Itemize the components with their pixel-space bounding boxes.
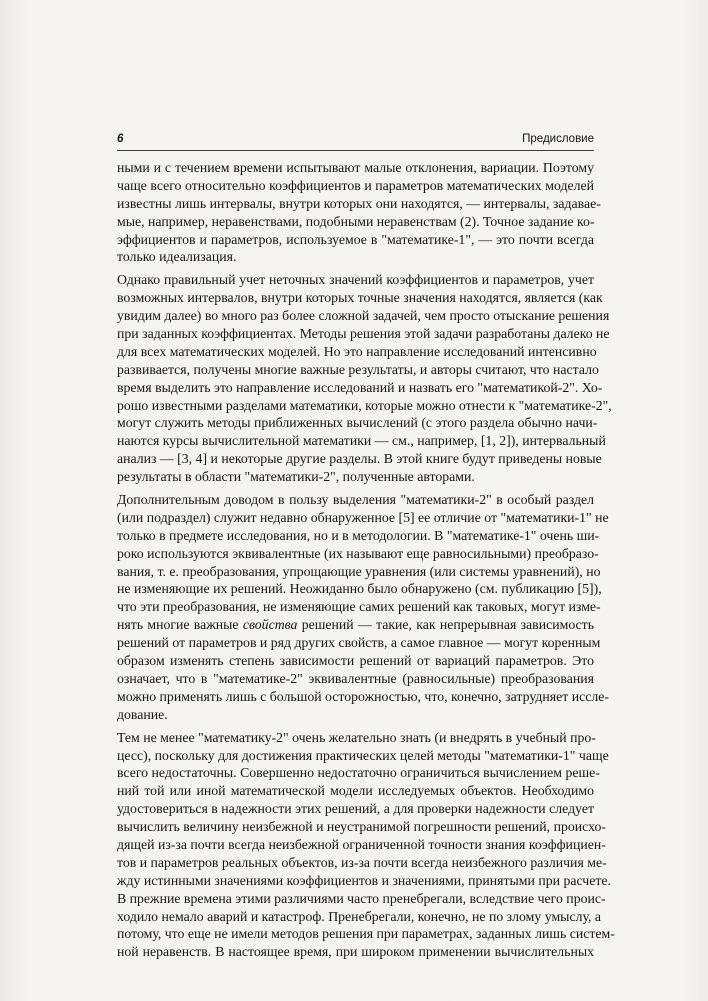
text-line: при заданных коэффициентах. Методы решения этой задачи разработаны далеко не	[117, 326, 610, 342]
text-line: известны лишь интервалы, внутри которых они находятся, — интервалы, задавае-	[117, 195, 601, 211]
text-line: цесс), поскольку для достижения практических целей методы "математики-1" чаще	[117, 747, 609, 763]
paragraph-4	[117, 729, 615, 962]
paragraph-2	[117, 271, 612, 486]
text-line: могут служить методы приближенных вычислений (с этого раздела обычно начи-	[117, 415, 598, 431]
text-line: В прежние времена этими различиями часто пренебрегали, вследствие чего проис-	[117, 890, 606, 906]
text-line-with-emphasis	[117, 616, 594, 634]
text-line: для всех математических моделей. Но это направление исследований интенсивно	[117, 343, 597, 359]
text-line: не изменяющие их решений. Неожиданно было обнаружено (см. публикацию [5]),	[117, 581, 602, 597]
text-line: вания, т. е. преобразования, упрощающие уравнения (или системы уравнений), но	[117, 563, 601, 579]
text-line: Однако правильный учет неточных значений коэффициентов и параметров, учет	[117, 272, 594, 288]
text-line: потому, что еще не имели методов решения при параметрах, заданных лишь систем-	[117, 926, 615, 942]
text-line: ной неравенств. В настоящее время, при широком применении вычислительных	[117, 944, 594, 960]
text-line: вычислить величину неизбежной и неустранимой погрешности решений, происхо-	[117, 819, 606, 835]
text-line: Дополнительным доводом в пользу выделения "математики-2" в особый раздел	[117, 492, 594, 508]
paragraph-3	[117, 491, 609, 724]
text-line: ний той или иной математической модели исследуемых объектов. Необходимо	[117, 783, 594, 799]
paragraph-1	[117, 159, 601, 266]
text-line: развивается, получены многие важные результаты, и авторы считают, что настало	[117, 361, 599, 377]
text-line: дящей из-за почти всегда неизбежной ограниченной точности знания коэффициен-	[117, 836, 606, 852]
text-line: Тем не менее "математику-2" очень желательно знать (и внедрять в учебный про-	[117, 729, 596, 745]
section-title: Предисловие	[522, 133, 594, 145]
text-line: рошо известными разделами математики, которые можно отнести к "математике-2",	[117, 397, 612, 413]
text-line: результаты в области "математики-2", полученные авторами.	[117, 469, 475, 485]
text-line: анализ — [3, 4] и некоторые другие разделы. В этой книге будут приведены новые	[117, 451, 602, 467]
text-segment: решений — такие, как непрерывная зависимость	[297, 617, 595, 633]
text-line: время выделить это направление исследований и назвать его "математикой-2". Хо-	[117, 379, 603, 395]
text-line: можно применять лишь с большой осторожностью, что, конечно, затрудняет иссле-	[117, 688, 609, 704]
text-line: тов и параметров реальных объектов, из-за почти всегда неизбежного различия ме-	[117, 854, 607, 870]
text-line: (или подраздел) служит недавно обнаруженное [5] ее отличие от "математики-1" не	[117, 509, 609, 525]
text-line: образом изменять степень зависимости решений от вариаций параметров. Это	[117, 653, 594, 669]
body-text	[117, 159, 615, 966]
text-line: наются курсы вычислительной математики — см., например, [1, 2]), интервальный	[117, 433, 606, 449]
text-line: увидим далее) во много раз более сложной задачей, чем просто отыскание решения	[117, 308, 610, 324]
text-line: жду истинными значениями коэффициентов и значениями, принятыми при расчете.	[117, 872, 611, 888]
text-line: решений от параметров и ряд других свойств, а самое главное — могут коренным	[117, 635, 601, 651]
text-line: дование.	[117, 706, 168, 722]
text-segment: нять многие важные	[117, 617, 243, 633]
text-line: чаще всего относительно коэффициентов и параметров математических моделей	[117, 177, 594, 193]
emphasis-word: свойства	[242, 617, 298, 633]
text-line: роко используются эквивалентные (их называют еще равносильными) преобразо-	[117, 545, 599, 561]
text-line: возможных интервалов, внутри которых точные значения находятся, является (как	[117, 290, 603, 306]
text-line: только в предмете исследования, но и в методологии. В "математике-1" очень ши-	[117, 527, 600, 543]
text-line: означает, что в "математике-2" эквивалентные (равносильные) преобразования	[117, 670, 594, 686]
text-line: эффициентов и параметров, используемое в "математике-1", — это почти всегда	[117, 231, 594, 247]
running-header	[117, 133, 594, 151]
text-line: удостовериться в надежности этих решений, а для проверки надежности следует	[117, 801, 594, 817]
text-line: только идеализация.	[117, 249, 237, 265]
text-line: ными и с течением времени испытывают малые отклонения, вариации. Поэтому	[117, 160, 594, 175]
text-line: ходило немало аварий и катастроф. Пренебрегали, конечно, не по злому умыслу, а	[117, 908, 601, 924]
text-line: что эти преобразования, не изменяющие самих решений как таковых, могут изме-	[117, 599, 601, 615]
text-line: мые, например, неравенствами, подобными неравенствам (2). Точное задание ко-	[117, 213, 595, 229]
page-number: 6	[117, 133, 124, 145]
text-line: всего недостаточны. Совершенно недостаточно ограничиться вычислением реше-	[117, 765, 600, 781]
